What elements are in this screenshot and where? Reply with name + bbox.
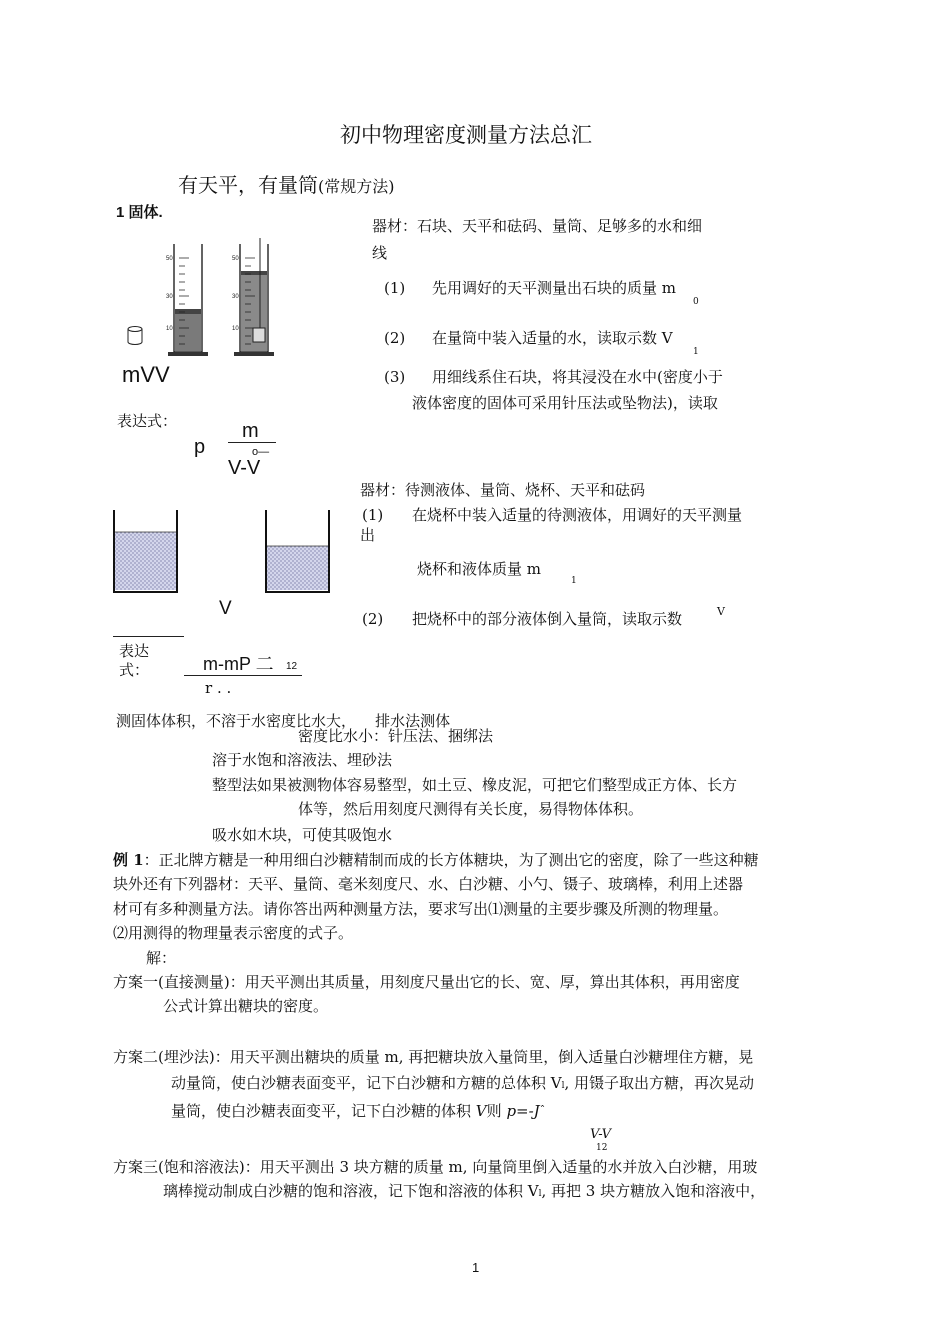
plan2-line-2-text: 动量筒，使白沙糖表面变平，记下白沙糖和方糖的总体积 V [171,1074,562,1092]
solid-figure-caption: mVV [122,362,170,387]
solid-step1 [384,278,676,298]
plan3-line-2-text: 璃棒搅动制成白沙糖的饱和溶液，记下饱和溶液的体积 V [163,1182,539,1200]
stone-icon [128,327,142,345]
example-line-3: 材可有多种测量方法。请你答出两种测量方法，要求写出⑴测量的主要步骤及所测的物理量。 [113,900,729,918]
cylinder-2-icon [232,238,274,356]
plan2-line-3-caret: ˆ [539,1104,546,1117]
cyl2-tick-30: 30 [232,294,239,300]
solid-expression-denominator: V-V [228,457,261,479]
solid-materials-line1: 器材：石块、天平和砝码、量筒、足够多的水和细 [372,217,703,235]
method-line-5: 吸水如木块，可使其吸饱水 [212,826,393,844]
cutoff-line-text: 测固体体积，不溶于水密度比水大， 排水法测体 [116,712,451,730]
graduated-cylinders-figure [110,236,280,362]
solid-step3-line2: 液体密度的固体可采用针压法或坠物法)，读取 [412,394,718,412]
solid-step1-subscript: 0 [693,297,699,307]
solid-expression-subscript: o— [252,446,270,458]
cyl1-tick-10: 10 [166,326,173,332]
solid-expression-rho: p [194,436,206,458]
plan2-line-2-tail: , 用镊子取出方糖，再次晃动 [564,1074,755,1092]
liquid-expression-main: m-mP 二 [203,654,274,674]
liquid-expression-cut-box [205,678,265,697]
liquid-step1-line3: 烧杯和液体质量 m [417,560,541,578]
method-line-3: 整型法如果被测物体容易整型，如土豆、橡皮泥，可把它们整型成正方体、长方 [212,776,738,794]
example-text-1: ：正北牌方糖是一种用细白沙糖精制而成的长方体糖块，为了测出它的密度，除了一些这种糖 [143,851,759,869]
plan3-line-1: 方案三(饱和溶液法)：用天平测出 3 块方糖的质量 m, 向量筒里倒入适量的水并放入白沙糖，用玻 [113,1158,758,1176]
solid-label: 1 固体. [116,204,163,221]
example-line-1 [113,850,759,870]
beaker-1-icon [114,510,177,592]
liquid-expression-label-1: 表达 [119,642,150,660]
section-heading-note: (常规方法) [318,177,395,196]
plan2-line-3-v: V [475,1102,487,1120]
beaker-2-icon [266,510,329,592]
plan2-line-1: 方案二(埋沙法)：用天平测出糖块的质量 m, 再把糖块放入量筒里，倒入适量白沙糖埋住方糖，晃 [113,1048,754,1066]
plan2-formula-subscript: 12 [596,1143,608,1153]
solid-step2-subscript: 1 [693,347,699,357]
section-heading [178,172,395,200]
solid-expression-numerator: m [242,420,259,442]
cutoff-line-box [116,711,536,730]
cyl1-tick-30: 30 [166,294,173,300]
plan2-line-2 [171,1073,754,1096]
liquid-step1-line2: 出 [360,526,376,544]
method-line-4: 体等，然后用刻度尺测得有关长度，易得物体体积。 [298,800,644,818]
method-line-1: 密度比水小：针压法、捆绑法 [298,727,494,745]
solid-step3 [384,367,723,387]
solid-step2-text: 在量筒中装入适量的水，读取示数 V [432,329,673,347]
solid-expression-fraction-line [228,442,276,443]
plan2-line-2-subscript: l [561,1081,565,1091]
solid-step1-num: (1) [384,279,406,297]
liquid-expression-fraction-line [184,675,302,676]
liquid-step1 [362,505,742,525]
page-title: 初中物理密度测量方法总汇 [340,123,592,147]
beakers-figure [108,508,338,596]
plan1-line-1: 方案一(直接测量)：用天平测出其质量，用刻度尺量出它的长、宽、厚，算出其体积，再用密度 [113,973,740,991]
solid-step3-text: 用细线系住石块，将其浸没在水中(密度小于 [432,368,723,386]
solid-step3-num: (3) [384,368,406,386]
solid-step1-text: 先用调好的天平测量出石块的质量 m [432,279,677,297]
liquid-step2-superscript: V [717,605,725,618]
liquid-expression-cut-text: r . . [205,679,232,697]
plan2-line-3 [171,1101,545,1121]
cylinder-1-icon [166,244,208,356]
example-label: 例 1 [113,851,144,869]
plan3-line-2-subscript: l [538,1189,542,1199]
liquid-step1-text: 在烧杯中装入适量的待测液体，用调好的天平测量 [412,506,743,524]
plan3-line-2-tail: , 再把 3 块方糖放入饱和溶液中， [541,1182,766,1200]
liquid-step1-subscript: 1 [571,576,577,586]
cyl2-tick-10: 10 [232,326,239,332]
solution-label: 解： [146,949,177,967]
cyl2-tick-50: 50 [232,256,239,262]
liquid-step2-num: (2) [362,610,384,628]
solid-materials-line2: 线 [372,244,388,262]
liquid-step1-num: (1) [362,506,384,524]
solid-step2-num: (2) [384,329,406,347]
section-heading-main: 有天平，有量筒 [178,173,318,197]
plan2-line-3-text: 量筒，使白沙糖表面变平，记下白沙糖的体积 [171,1102,472,1120]
cyl1-tick-50: 50 [166,256,173,262]
plan2-line-3-formula: p=-J [506,1102,540,1120]
liquid-expression-top-line [113,636,184,637]
liquid-expression-label-2: 式： [119,661,150,679]
plan2-formula-denominator: V-V [590,1127,612,1142]
liquid-figure-caption: V [219,598,232,619]
plan2-line-3-then: 则 [486,1102,502,1120]
solid-expression-label: 表达式： [117,412,178,430]
plan3-line-2 [163,1181,765,1204]
example-line-2: 块外还有下列器材：天平、量筒、毫米刻度尺、水、白沙糖、小勺、镊子、玻璃棒，利用上述器 [113,875,744,893]
page-number: 1 [472,1260,480,1275]
plan1-line-2: 公式计算出糖块的密度。 [163,997,329,1015]
liquid-materials: 器材：待测液体、量筒、烧杯、天平和砝码 [360,481,646,499]
method-line-2: 溶于水饱和溶液法、埋砂法 [212,751,393,769]
solid-step2 [384,328,673,348]
example-line-4: ⑵用测得的物理量表示密度的式子。 [113,924,354,942]
liquid-step2-text: 把烧杯中的部分液体倒入量筒，读取示数 [412,610,683,628]
liquid-step2 [362,609,682,629]
liquid-expression-subscript: 12 [286,661,298,672]
